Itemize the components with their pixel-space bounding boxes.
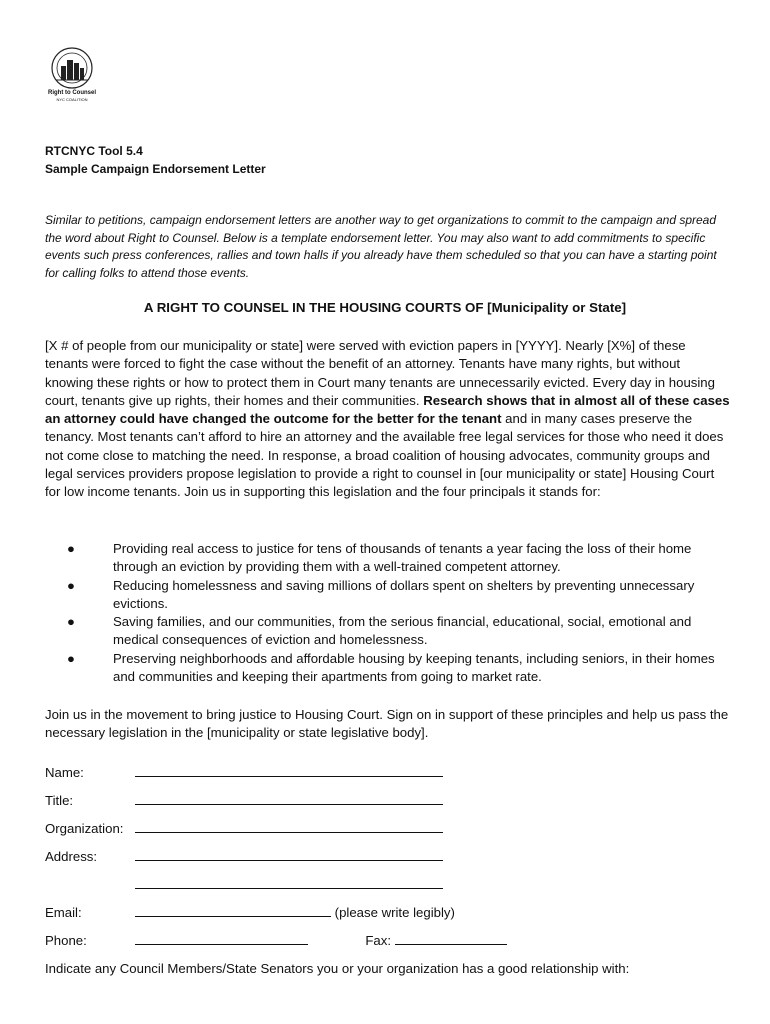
logo-caption: Right to Counsel <box>48 90 96 96</box>
fax-label: Fax: <box>365 933 391 948</box>
email-label: Email: <box>45 905 82 920</box>
intro-paragraph: Similar to petitions, campaign endorsement letters are another way to get organizations to commit to the campaign and spread the word about Right to Counsel. Below is a template endorsement letter. You may also want to add commitments to specific events such press conferences, rallies and town halls if you already have them scheduled so that you can have a starting point for calling folks to attend those events. <box>45 213 717 280</box>
city-seal-icon <box>44 46 100 92</box>
list-item: ● Providing real access to justice for tens of thousands of tenants a year facing the loss of their home through an eviction by providing them with a well-trained competent attorney. <box>67 541 692 575</box>
header <box>45 142 266 178</box>
organization-label: Organization: <box>45 821 124 836</box>
bullet-icon: ● <box>67 650 75 666</box>
name-row <box>45 762 443 782</box>
phone-field[interactable] <box>135 930 308 945</box>
address-label: Address: <box>45 849 98 864</box>
list-item: ● Saving families, and our communities, from the serious financial, educational, social, emotional and medical consequences of eviction and homelessness. <box>67 614 692 648</box>
body-part1: [X # of people from our municipality or state] were served with eviction papers in [YYYY]. Nearly [X%] of these tenants were forced to fight the case without the benefit of an attorney. Tenants have many rights, but without knowing these rights or how to protect them in Court many tenants are unnecessarily evicted. Every day in housing court, tenants give up rights, their homes and their communities. <box>45 338 715 408</box>
email-row <box>45 902 455 922</box>
name-label: Name: <box>45 765 84 780</box>
phone-label: Phone: <box>45 933 87 948</box>
body-bold: Research shows that in almost all of these cases an attorney could have changed the outcome for the better for the tenant <box>45 392 730 427</box>
email-field[interactable] <box>135 902 331 917</box>
bullet-icon: ● <box>67 614 75 630</box>
email-note: (please write legibly) <box>334 905 455 920</box>
bullet-icon: ● <box>67 541 75 556</box>
tool-id: RTCNYC Tool 5.4 <box>45 144 143 158</box>
join-paragraph: Join us in the movement to bring justice to Housing Court. Sign on in support of these principles and help us pass the necessary legislation in the [municipality or state legislative body]. <box>45 707 729 741</box>
name-field[interactable] <box>135 762 443 777</box>
coalition-logo <box>44 46 100 106</box>
body-part2: and in many cases preserve the tenancy. Most tenants can’t afford to hire an attorney and the available free legal services for those who need it does not come close to matching the need. In response, a broad coalition of housing advocates, community groups and legal services providers propose legislation to provide a right to counsel in [our municipality or state] Housing Court for low income tenants. Join us in supporting this legislation and the four principals it stands for: <box>45 411 724 500</box>
fax-field[interactable] <box>395 930 507 945</box>
list-item: ● Preserving neighborhoods and affordable housing by keeping tenants, including seniors, in their homes and communities and keeping their apartments from going to market rate. <box>67 650 715 685</box>
address-field-line-1[interactable] <box>135 846 443 861</box>
address-field-line-2[interactable] <box>135 874 443 889</box>
title-label: Title: <box>45 793 74 808</box>
organization-field[interactable] <box>135 818 443 833</box>
subtitle: Sample Campaign Endorsement Letter <box>45 162 266 176</box>
logo-subcaption: NYC COALITION <box>56 97 88 102</box>
bullet-icon: ● <box>67 577 75 593</box>
list-item: ● Reducing homelessness and saving millions of dollars spent on shelters by preventing unnecessary evictions. <box>67 577 695 611</box>
final-prompt: Indicate any Council Members/State Senators you or your organization has a good relationship with: <box>45 961 630 976</box>
organization-row <box>45 818 443 838</box>
letter-body <box>45 337 730 502</box>
title-row <box>45 790 443 810</box>
phone-row <box>45 930 507 950</box>
address-row <box>45 846 443 866</box>
address-row-2 <box>45 874 443 894</box>
title-field[interactable] <box>135 790 443 805</box>
principles-list <box>45 540 730 686</box>
letter-title: A RIGHT TO COUNSEL IN THE HOUSING COURTS OF [Municipality or State] <box>143 300 627 315</box>
